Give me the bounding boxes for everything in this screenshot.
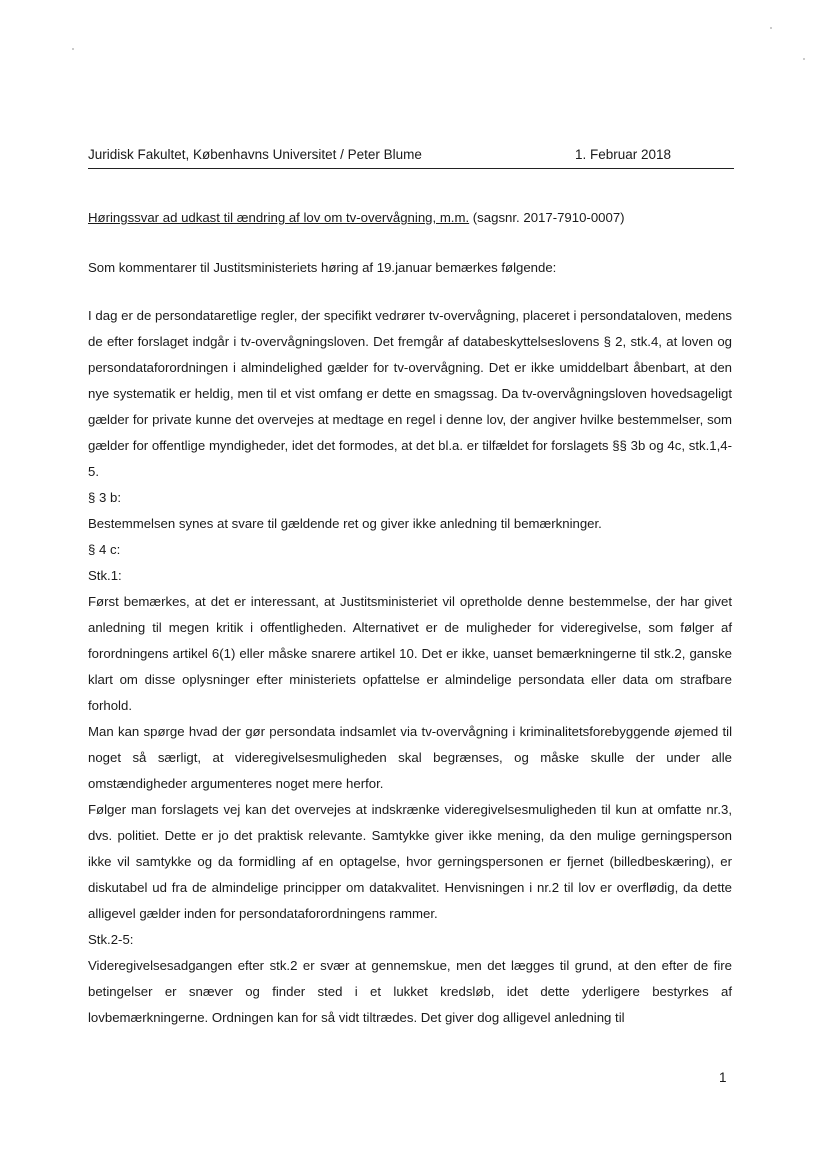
scan-speck xyxy=(803,58,805,60)
section-label-4c: § 4 c: xyxy=(88,542,121,557)
scan-speck xyxy=(72,48,74,50)
header-author: Juridisk Fakultet, Københavns Universitet / Peter Blume xyxy=(88,147,422,162)
paragraph-general: I dag er de persondataretlige regler, der specifikt vedrører tv-overvågning, placeret i persondataloven, medens de efter forslaget indgår i tv-overvågningsloven. Det fremgår af databeskyttelseslovens § 2, stk.4, at loven og persondataforordningen i almindelighed gælder for tv-overvågning. Det er ikke umiddelbart åbenbart, at den nye systematik er heldig, men til et vist omfang er dette en smagssag. Da tv-overvågningsloven hovedsageligt gælder for private kunne det overvejes at medtage en regel i denne lov, der angiver hvilke bestemmelser, som gælder for offentlige myndigheder, idet det formodes, at det bl.a. er tilfældet for forslagets §§ 3b og 4c, stk.1,4-5. xyxy=(88,308,732,479)
intro-line: Som kommentarer til Justitsministeriets høring af 19.januar bemærkes følgende: xyxy=(88,260,557,275)
heading-case-number: (sagsnr. 2017-7910-0007) xyxy=(469,210,625,225)
subsection-label-stk1: Stk.1: xyxy=(88,568,122,583)
paragraph-3b: Bestemmelsen synes at svare til gældende ret og giver ikke anledning til bemærkninger. xyxy=(88,516,602,531)
header-date: 1. Februar 2018 xyxy=(575,147,672,162)
document-header xyxy=(88,147,734,167)
heading-title: Høringssvar ad udkast til ændring af lov om tv-overvågning, m.m. xyxy=(88,210,470,225)
page-number: 1 xyxy=(719,1070,727,1085)
paragraph-stk1-second: Man kan spørge hvad der gør persondata indsamlet via tv-overvågning i kriminalitetsforebyggende øjemed til noget så særligt, at videregivelsesmuligheden skal begrænses, og måske skulle der under alle omstændigheder argumenteres noget mere herfor. xyxy=(88,724,732,791)
paragraph-stk1-third: Følger man forslagets vej kan det overvejes at indskrænke videregivelsesmuligheden til kun at omfatte nr.3, dvs. politiet. Dette er jo det praktisk relevante. Samtykke giver ikke mening, da den mulige gerningsperson ikke vil samtykke og da formidling af en optagelse, hvor gerningspersonen er fjernet (billedbeskæring), er diskutabel ud fra de almindelige principper om datakvalitet. Henvisningen i nr.2 til lov er overflødig, da dette alligevel gælder inden for persondataforordningens rammer. xyxy=(88,802,732,921)
header-divider xyxy=(88,168,734,169)
scan-speck xyxy=(770,27,772,29)
subsection-label-stk2-5: Stk.2-5: xyxy=(88,932,134,947)
document-heading xyxy=(88,205,732,231)
document-body xyxy=(88,205,732,1031)
section-label-3b: § 3 b: xyxy=(88,490,121,505)
paragraph-stk2-5: Videregivelsesadgangen efter stk.2 er svær at gennemskue, men det lægges til grund, at den efter de fire betingelser er snæver og finder sted i et lukket kredsløb, idet dette yderligere bestyrkes af lovbemærkningerne. Ordningen kan for så vidt tiltrædes. Det giver dog alligevel anledning til xyxy=(88,958,732,1025)
paragraph-stk1-first: Først bemærkes, at det er interessant, at Justitsministeriet vil opretholde denne bestemmelse, der har givet anledning til megen kritik i offentligheden. Alternativet er de muligheder for videregivelse, som følger af forordningens artikel 6(1) eller måske snarere artikel 10. Det er ikke, uanset bemærkningerne til stk.2, ganske klart om disse oplysninger efter ministeriets opfattelse er almindelige persondata eller data om strafbare forhold. xyxy=(88,594,732,713)
